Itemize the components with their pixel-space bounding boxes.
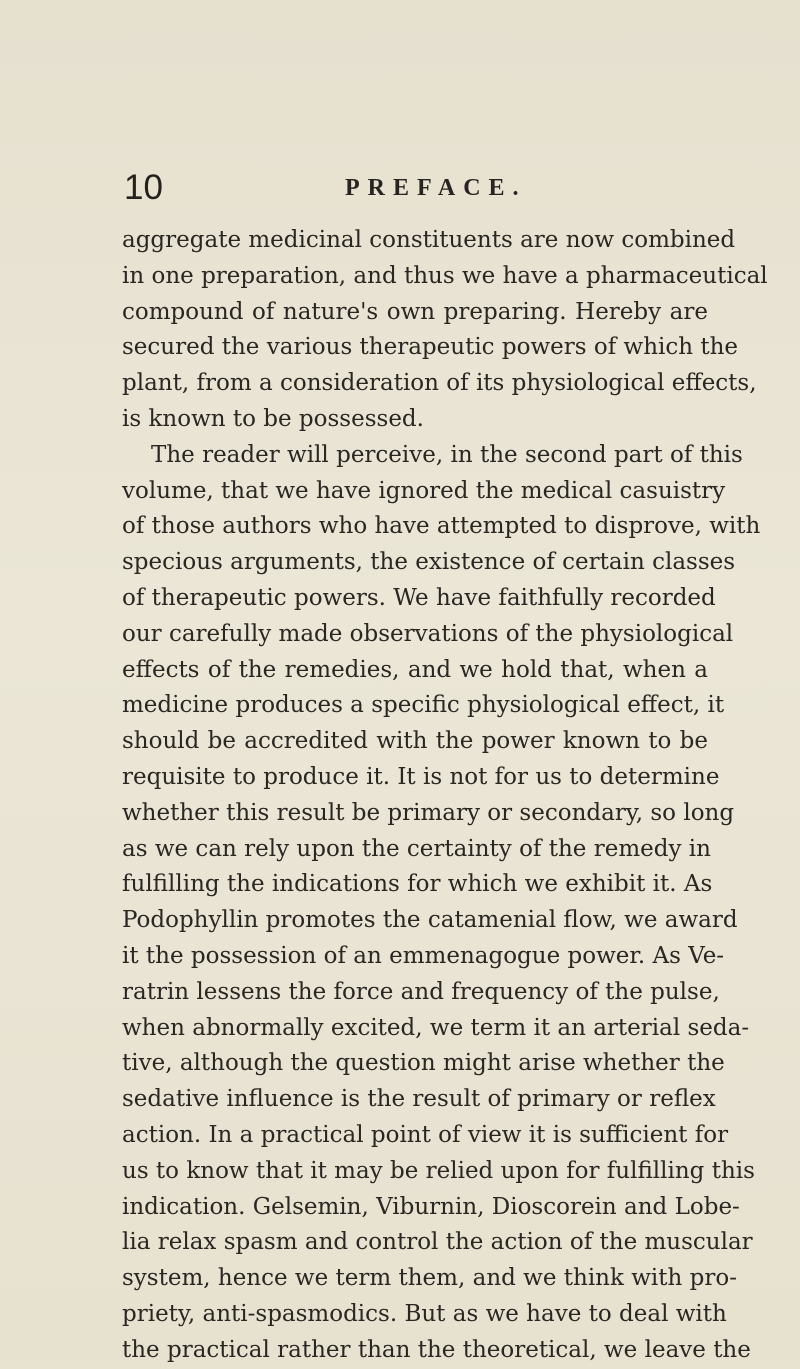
text-line: secured the various therapeutic powers of which the [122, 334, 739, 361]
text-line: action. In a practical point of view it is sufficient for [122, 1121, 729, 1148]
text-line: us to know that it may be relied upon for fulfilling this [122, 1157, 755, 1184]
text-line: effects of the remedies, and we hold that, when a [122, 656, 708, 683]
text-line: of therapeutic powers. We have faithfully recorded [122, 584, 716, 611]
text-line: as we can rely upon the certainty of the remedy in [122, 835, 711, 862]
text-line: the practical rather than the theoretical, we leave the [122, 1336, 751, 1363]
text-line: compound of nature's own preparing. Hereby are [122, 298, 708, 325]
text-line: when abnormally excited, we term it an arterial seda- [122, 1014, 750, 1041]
text-line: volume, that we have ignored the medical casuistry [122, 477, 726, 504]
text-line: of those authors who have attempted to disprove, with [122, 513, 761, 540]
text-line: it the possession of an emmenagogue power. As Ve- [122, 942, 725, 969]
text-line: sedative influence is the result of primary or reflex [122, 1086, 716, 1113]
running-head: PREFACE. [345, 175, 527, 201]
text-line: aggregate medicinal constituents are now combined [122, 227, 736, 253]
text-line: tive, although the question might arise whether the [122, 1050, 725, 1077]
text-line: priety, anti-spasmodics. But as we have to deal with [122, 1300, 727, 1327]
text-line: medicine produces a specific physiological effect, it [122, 692, 725, 719]
text-line: fulfilling the indications for which we exhibit it. As [122, 871, 713, 898]
text-line: should be accredited with the power known to be [122, 728, 708, 755]
text-line: is known to be possessed. [122, 405, 424, 432]
text-line: specious arguments, the existence of certain classes [122, 549, 736, 576]
text-line: ratrin lessens the force and frequency of the pulse, [122, 978, 720, 1005]
body-text [122, 223, 768, 1369]
text-line: in one preparation, and thus we have a pharmaceutical [122, 262, 768, 289]
text-line: lia relax spasm and control the action of the muscular [122, 1229, 753, 1256]
page-number: 10 [124, 168, 163, 207]
text-line: whether this result be primary or secondary, so long [122, 799, 735, 826]
text-line: our carefully made observations of the physiological [122, 620, 734, 647]
text-line: requisite to produce it. It is not for us to determine [122, 763, 720, 790]
text-line: plant, from a consideration of its physiological effects, [122, 370, 757, 397]
text-line: Podophyllin promotes the catamenial flow, we award [122, 907, 738, 934]
text-line: indication. Gelsemin, Viburnin, Dioscorein and Lobe- [122, 1193, 740, 1220]
text-line: system, hence we term them, and we think with pro- [122, 1265, 737, 1292]
page-header [124, 170, 690, 210]
paragraph-start-line: The reader will perceive, in the second part of this [151, 441, 743, 468]
